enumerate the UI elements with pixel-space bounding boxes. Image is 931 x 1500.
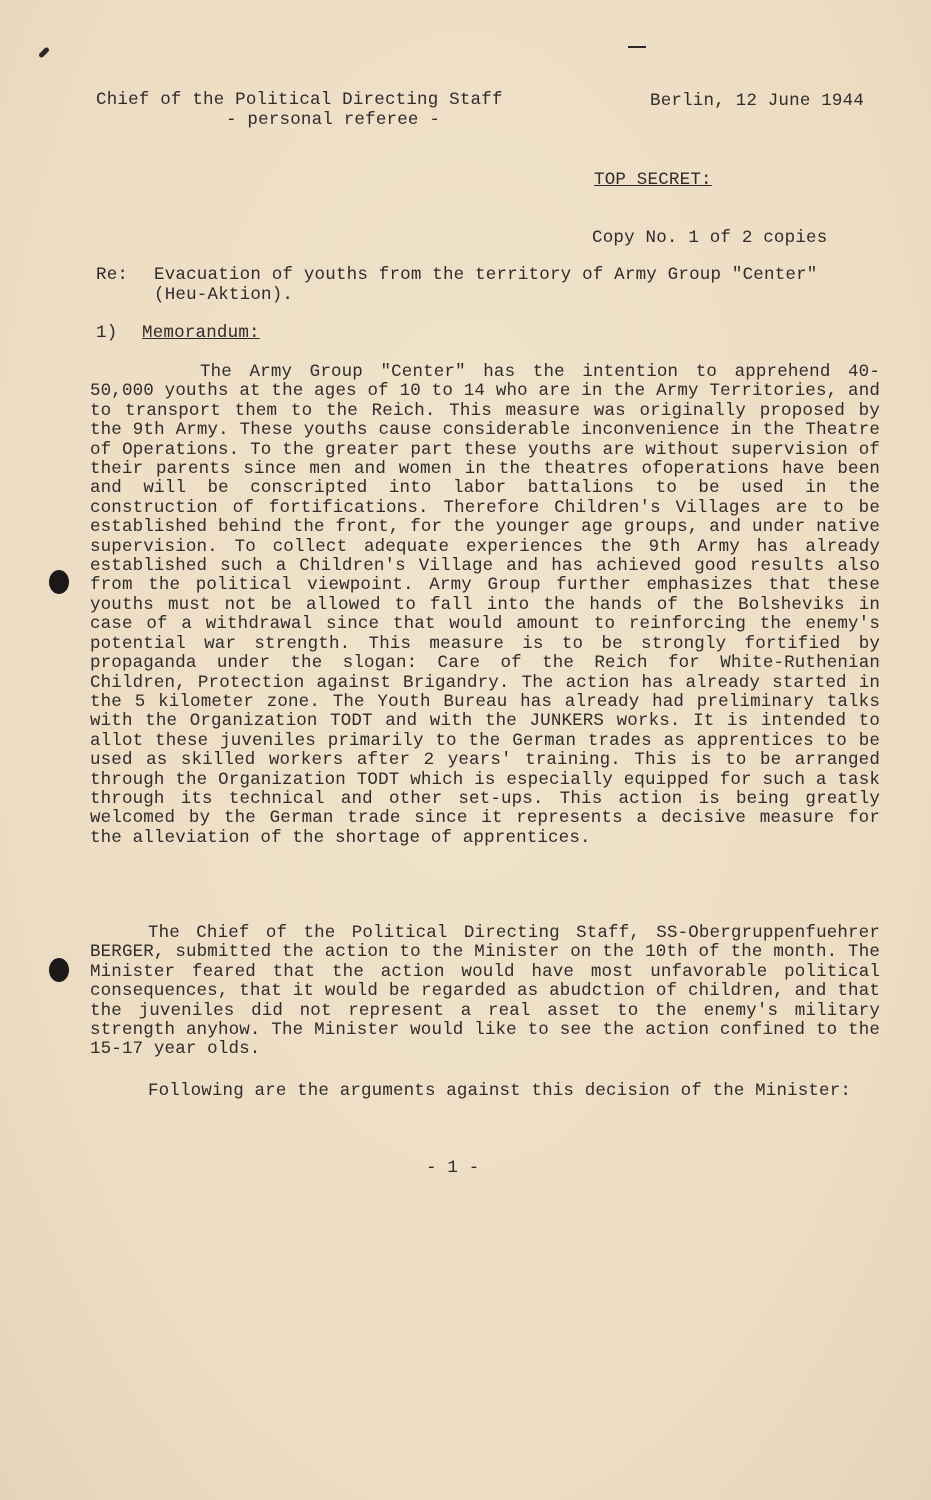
place-date: Berlin, 12 June 1944	[650, 91, 865, 111]
paragraph-2	[90, 924, 880, 1060]
subject-label: Re:	[96, 265, 129, 285]
sender-line-2: - personal referee -	[226, 110, 441, 130]
punch-hole	[49, 958, 69, 982]
punch-hole	[49, 570, 69, 594]
paragraph-1-text: The Army Group "Center" has the intention to apprehend 40-50,000 youths at the ages of 10 to 14 who are in the Army Territories, and to transport them to the Reich. This measure was originally proposed by the 9th Army. These youths cause considerable inconvenience in the Theatre of Operations. To the greater part these youths are without supervision of their parents since men and women in the theatres ofoperations have been and will be conscripted into labor battalions to be used in the construction of fortifications. Therefore Children's Villages are to be established behind the front, for the younger age groups, and under native supervision. To collect adequate experiences the 9th Army has already established such a Children's Village and has achieved good results also from the political viewpoint. Army Group further emphasizes that these youths must not be allowed to fall into the hands of the Bolsheviks in case of a withdrawal since that would amount to reinforcing the enemy's potential war strength. This measure is to be strongly fortified by propaganda under the slogan: Care of the Reich for White-Ruthenian Children, Protection against Brigandry. The action has already started in the 5 kilometer zone. The Youth Bureau has already had preliminary talks with the Organization TODT and with the JUNKERS works. It is intended to allot these juveniles primarily to the German trades as apprentices to be used as skilled workers after 2 years' training. This is to be arranged through the Organization TODT which is especially equipped for such a task through its technical and other set-ups. This action is being greatly welcomed by the German trade since it represents a decisive measure for the alleviation of the shortage of apprentices.	[90, 362, 880, 848]
ink-mark	[38, 46, 50, 58]
paragraph-1	[90, 363, 880, 848]
sender-line-1: Chief of the Political Directing Staff	[96, 90, 503, 110]
paragraph-3-text: Following are the arguments against this decision of the Minister:	[148, 1081, 852, 1101]
classification: TOP SECRET:	[594, 170, 712, 190]
paragraph-2-text: The Chief of the Political Directing Staff, SS-Obergruppenfuehrer BERGER, submitted the action to the Minister on the 10th of the month. The Minister feared that the action would have most unfavorable political consequences, that it would be regarded as abudction of children, and that the juveniles did not represent a real asset to the enemy's military strength anyhow. The Minister would like to see the action confined to the 15-17 year olds.	[90, 923, 880, 1060]
paragraph-3	[90, 1082, 880, 1101]
copy-info: Copy No. 1 of 2 copies	[592, 228, 828, 248]
ink-mark	[628, 46, 646, 48]
section-title: Memorandum:	[142, 323, 260, 343]
subject-line-1: Evacuation of youths from the territory of Army Group "Center"	[154, 265, 818, 285]
section-number: 1)	[96, 323, 118, 343]
page-number: - 1 -	[426, 1158, 480, 1178]
subject-line-2: (Heu-Aktion).	[154, 285, 294, 305]
